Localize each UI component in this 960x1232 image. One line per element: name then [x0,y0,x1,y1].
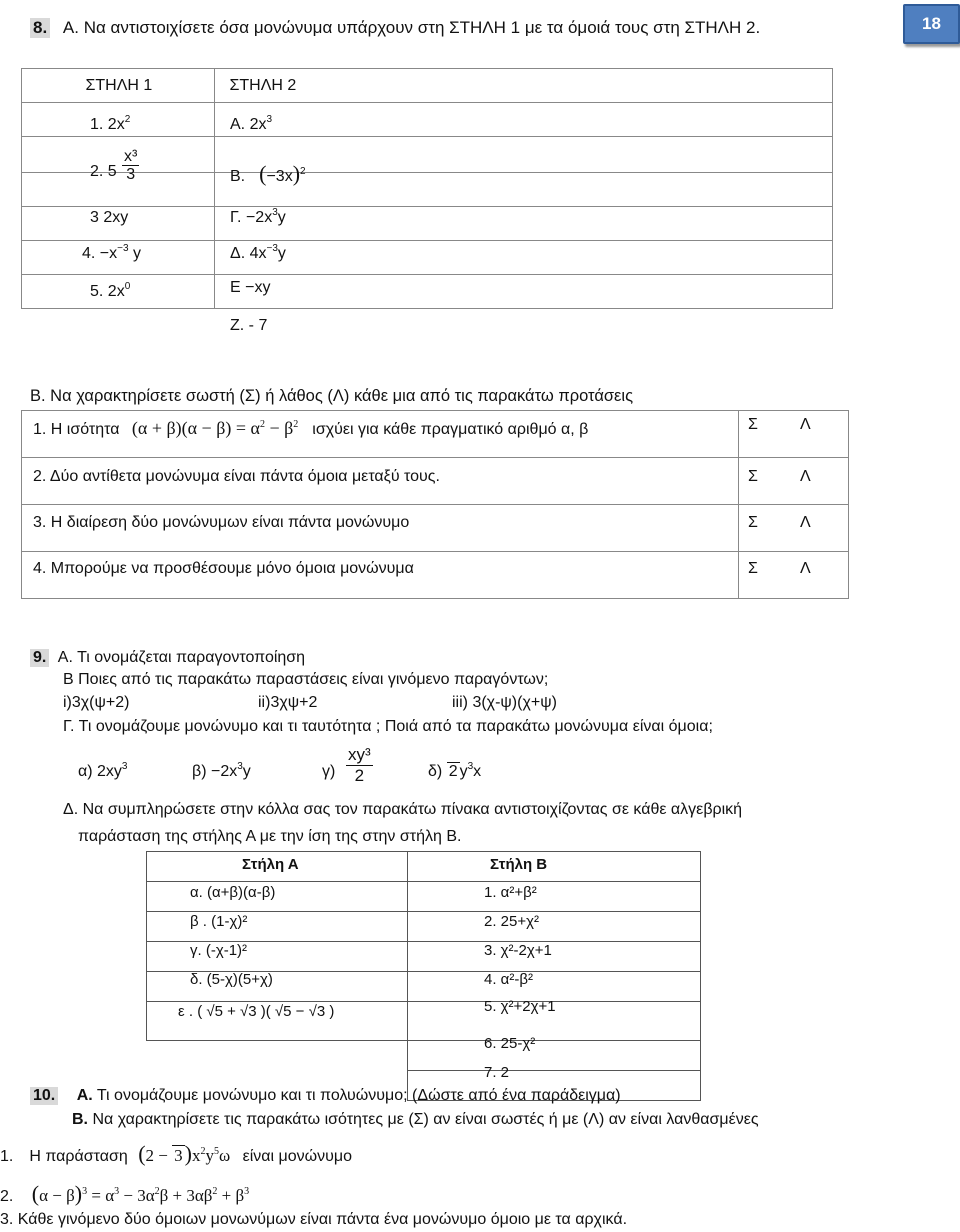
statement-4: 4. Μπορούμε να προσθέσουμε μόνο όμοια μονώνυμα [33,560,414,577]
col-b-item-5: 5. χ²+2χ+1 [484,998,556,1015]
statement-3: 3. Η διαίρεση δύο μονώνυμων είναι πάντα μονώνυμο [33,514,410,531]
col2-item-z: Ζ. - 7 [230,317,268,334]
col1-item-1: 1. $2x^2$ [90,114,131,133]
q9-c-opt-a: α) $2xy^3$ [78,761,128,780]
statement-2: 2. Δύο αντίθετα μονώνυμα είναι πάντα όμοια μεταξύ τους. [33,468,440,485]
q9-b-opt-2: ii)3χψ+2 [258,694,318,711]
q8-number: 8. [30,18,50,38]
table-header-b: Στήλη Β [490,856,548,873]
col-a-item-1: α. (α+β)(α-β) [190,884,276,901]
col2-item-b: Β. $(-3x)^2$ [230,161,306,186]
answer-l-2[interactable]: Λ [800,468,811,485]
answer-s-2[interactable]: Σ [748,468,758,485]
q10-heading: 10. Α. Τι ονομάζουμε μονώνυμο και τι πολυώνυμο; (Δώστε από ένα παράδειγμα) [30,1087,621,1105]
col-b-item-6: 6. 25-χ² [484,1035,536,1052]
q10-number: 10. [30,1087,58,1105]
page-number-badge: 18 [903,4,960,44]
q10-item-3: 3. Κάθε γινόμενο δύο όμοιων μονωνύμων είναι πάντα ένα μονώνυμο όμοιο με τα αρχικά. [0,1211,628,1228]
q10-a: Τι ονομάζουμε μονώνυμο και τι πολυώνυμο; (Δώστε από ένα παράδειγμα) [96,1087,621,1104]
q10-b: Β. Να χαρακτηρίσετε τις παρακάτω ισότητες με (Σ) αν είναι σωστές ή με (Λ) αν είναι λανθασμένες [72,1111,759,1128]
col2-item-a: Α. $2x^3$ [230,114,273,133]
matching-table [21,68,833,309]
col2-header: ΣΤΗΛΗ 2 [229,76,297,94]
col1-header: ΣΤΗΛΗ 1 [85,76,153,94]
q9-d-2: παράσταση της στήλης Α με την ίση της στην στήλη Β. [78,828,462,845]
col-a-item-2: β . (1-χ)² [190,913,248,930]
answer-l-1[interactable]: Λ [800,416,811,433]
col1-item-2-fraction: $\frac{\text{x³}}{3}$ [124,148,138,183]
answer-s-1[interactable]: Σ [748,416,758,433]
col1-item-5: 5. $2x^0$ [90,281,131,300]
col2-item-c: Γ. $-2x^3y$ [230,207,286,226]
col-b-item-1: 1. α²+β² [484,884,537,901]
col-a-item-3: γ. (-χ-1)² [190,942,248,959]
col-a-item-4: δ. (5-χ)(5+χ) [190,971,273,988]
answer-l-4[interactable]: Λ [800,560,811,577]
q9-b: Β Ποιες από τις παρακάτω παραστάσεις είναι γινόμενο παραγόντων; [63,671,549,688]
answer-l-3[interactable]: Λ [800,514,811,531]
col-b-item-2: 2. 25+χ² [484,913,539,930]
q9-c-opt-c-fraction: $\frac{\text{xy³}}{2}$ [348,745,371,785]
q10-item-2: 2. $(\alpha - \beta)^3 = \alpha^3 - 3\alpha^2\beta + 3\alpha\beta^2 + \beta^3$ [0,1181,250,1206]
q9-b-opt-3: iii) 3(χ-ψ)(χ+ψ) [452,694,557,711]
q8-b-title: Β. Να χαρακτηρίσετε σωστή (Σ) ή λάθος (Λ) κάθε μια από τις παρακάτω προτάσεις [30,387,634,405]
q8-title: Α. Να αντιστοιχίσετε όσα μονώνυμα υπάρχουν στη ΣΤΗΛΗ 1 με τα όμοιά τους στη ΣΤΗΛΗ 2. [62,18,761,37]
q9-number: 9. [30,649,49,667]
col1-item-4: 4. $-x^{-3}$ y [82,243,141,262]
col2-item-d: Δ. $4x^{-3}y$ [230,243,286,262]
q9-c-opt-b: $\beta) -2x^3y$ [192,761,251,780]
col1-item-2: 2. 5 [90,163,117,180]
col-b-item-7: 7. 2 [484,1064,510,1081]
q9-c-opt-d: δ) 2 $y^3x$ [428,761,482,780]
statement-1: 1. Η ισότητα $(\alpha + \beta)(\alpha - \beta) = \alpha^2 - \beta^2$ ισχύει για κάθε πραγματικό αριθμό α, β [33,418,589,438]
q9-heading [30,649,305,667]
col1-item-3: 3 2xy [90,209,129,226]
col-a-item-5: ε . ( √5 + √3 )( √5 − √3 ) [178,1003,335,1020]
table-header-a: Στήλη Α [242,856,299,873]
q8-heading [30,18,760,38]
answer-s-3[interactable]: Σ [748,514,758,531]
q9-c-opt-c: γ) [322,763,336,780]
q9-a: Α. Τι ονομάζεται παραγοντοποίηση [57,649,306,666]
col-b-item-3: 3. χ²-2χ+1 [484,942,552,959]
q10-item-1: 1. Η παράσταση $(2 - 3)x^2y^5\omega$ είναι μονώνυμο [0,1141,353,1166]
answer-s-4[interactable]: Σ [748,560,758,577]
q9-c: Γ. Τι ονομάζουμε μονώνυμο και τι ταυτότητα ; Ποιά από τα παρακάτω μονώνυμα είναι όμοια; [63,718,713,735]
q9-d: Δ. Να συμπληρώσετε στην κόλλα σας τον παρακάτω πίνακα αντιστοιχίζοντας σε κάθε αλγεβρική [63,801,743,818]
q9-b-opt-1: i)3χ(ψ+2) [63,694,130,711]
col-b-item-4: 4. α²-β² [484,971,533,988]
col2-item-e: Ε −xy [230,279,271,296]
